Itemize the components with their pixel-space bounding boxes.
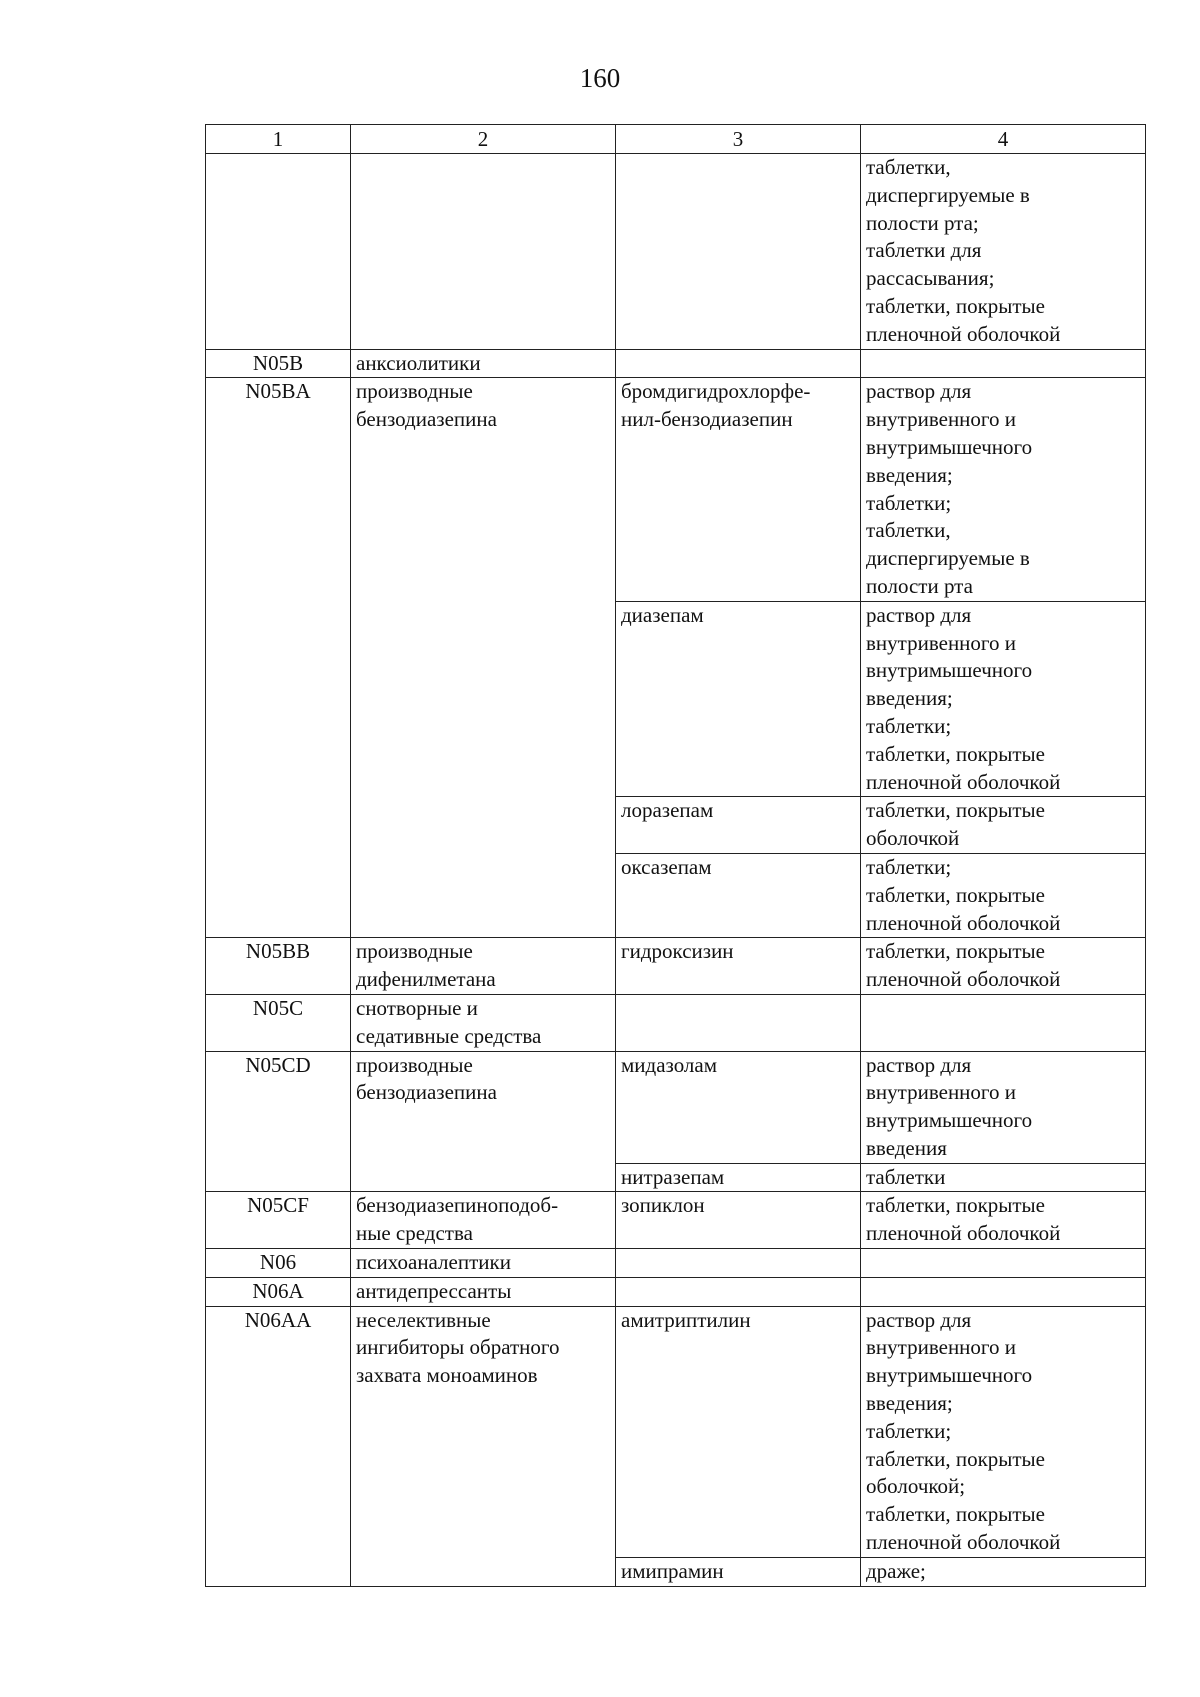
drug-name-line: имипрамин: [621, 1558, 724, 1583]
header-cell: 2: [351, 125, 616, 154]
drug-name-line: мидазолам: [621, 1052, 718, 1077]
dosage-form-line: таблетки;: [866, 854, 952, 879]
dosage-form-line: таблетки,: [866, 155, 951, 179]
dosage-form-line: оболочкой;: [866, 1474, 966, 1499]
dosage-form-line: внутримышечного: [866, 1108, 1033, 1133]
group-name-line: бензодиазепина: [356, 407, 497, 432]
dosage-form-cell: [861, 1277, 1146, 1306]
group-name-line: производные: [356, 379, 473, 404]
drug-name-cell: [616, 1051, 861, 1163]
group-name-line: неселективные: [356, 1307, 491, 1332]
dosage-form-line: раствор для: [866, 1307, 972, 1332]
dosage-form-cell: [861, 1249, 1146, 1278]
drug-name-cell: [616, 1557, 861, 1586]
dosage-form-line: таблетки;: [866, 713, 952, 738]
table-row: [206, 154, 1146, 350]
drug-name-cell: [616, 994, 861, 1051]
drug-name-cell: [616, 378, 861, 601]
group-name-cell: [351, 378, 616, 938]
page-number: 160: [579, 63, 621, 93]
dosage-form-line: диспергируемые в: [866, 182, 1030, 207]
atc-code-cell: [206, 154, 351, 350]
group-name-cell: [351, 994, 616, 1051]
group-name-cell: [351, 1192, 616, 1249]
dosage-form-cell: [861, 1306, 1146, 1557]
dosage-form-line: внутримышечного: [866, 658, 1033, 683]
dosage-form-cell: [861, 349, 1146, 378]
dosage-form-line: пленочной оболочкой: [866, 769, 1061, 794]
header-cell: 3: [616, 125, 861, 154]
group-name-line: снотворные и: [356, 995, 478, 1020]
group-name-cell: [351, 154, 616, 350]
drug-name-line: гидроксизин: [621, 939, 734, 964]
dosage-form-cell: [861, 994, 1146, 1051]
dosage-form-cell: [861, 797, 1146, 854]
dosage-form-line: таблетки, покрытые: [866, 939, 1045, 964]
dosage-form-line: рассасывания;: [866, 266, 995, 291]
dosage-form-line: пленочной оболочкой: [866, 1221, 1061, 1246]
atc-code-cell: N06: [206, 1249, 351, 1278]
atc-code-cell: N05BA: [206, 378, 351, 938]
dosage-form-line: полости рта;: [866, 210, 979, 235]
dosage-form-line: внутримышечного: [866, 434, 1033, 459]
dosage-form-line: введения;: [866, 1391, 953, 1416]
group-name-cell: [351, 349, 616, 378]
drug-name-line: зопиклон: [621, 1193, 705, 1218]
dosage-form-cell: [861, 938, 1146, 995]
table-row: [206, 994, 1146, 1051]
header-cell: 1: [206, 125, 351, 154]
drug-name-line: оксазепам: [621, 854, 712, 879]
drug-name-line: лоразепам: [621, 798, 714, 823]
dosage-form-line: таблетки: [866, 1164, 946, 1189]
group-name-line: дифенилметана: [356, 967, 496, 992]
group-name-cell: [351, 1249, 616, 1278]
dosage-form-line: пленочной оболочкой: [866, 967, 1061, 992]
drug-name-line: нитразепам: [621, 1164, 725, 1189]
drug-name-cell: [616, 797, 861, 854]
dosage-form-line: таблетки;: [866, 1418, 952, 1443]
dosage-form-line: введения: [866, 1135, 947, 1160]
group-name-line: бензодиазепина: [356, 1080, 497, 1105]
table-row: [206, 1249, 1146, 1278]
drug-name-cell: [616, 1163, 861, 1192]
group-name-cell: [351, 1277, 616, 1306]
dosage-form-line: раствор для: [866, 1052, 972, 1077]
dosage-form-line: таблетки, покрытые: [866, 798, 1045, 823]
group-name-line: ингибиторы обратного: [356, 1335, 560, 1360]
drug-name-line: нил-бензодиазепин: [621, 407, 793, 432]
table-row: [206, 1051, 1146, 1163]
group-name-line: бензодиазепиноподоб-: [356, 1193, 559, 1218]
group-name-line: производные: [356, 939, 473, 964]
dosage-form-line: диспергируемые в: [866, 546, 1030, 571]
dosage-form-line: внутривенного и: [866, 630, 1016, 655]
header-cell: 4: [861, 125, 1146, 154]
atc-code-cell: N05BB: [206, 938, 351, 995]
table-row: [206, 1277, 1146, 1306]
drug-name-cell: [616, 853, 861, 937]
dosage-form-line: раствор для: [866, 379, 972, 404]
dosage-form-line: таблетки, покрытые: [866, 1502, 1045, 1527]
drug-name-cell: [616, 1249, 861, 1278]
dosage-form-line: таблетки, покрытые: [866, 1446, 1045, 1471]
dosage-form-line: таблетки, покрытые: [866, 741, 1045, 766]
dosage-form-cell: [861, 1192, 1146, 1249]
group-name-line: седативные средства: [356, 1023, 542, 1048]
group-name-cell: [351, 1051, 616, 1192]
group-name-cell: [351, 938, 616, 995]
drug-name-cell: [616, 601, 861, 797]
drug-table: [205, 124, 1146, 1587]
group-name-line: захвата моноаминов: [356, 1363, 538, 1388]
dosage-form-line: оболочкой: [866, 826, 960, 851]
dosage-form-cell: [861, 1051, 1146, 1163]
drug-name-line: диазепам: [621, 602, 704, 627]
dosage-form-line: драже;: [866, 1558, 926, 1583]
dosage-form-line: таблетки, покрытые: [866, 293, 1045, 318]
table-row: [206, 1306, 1146, 1557]
table-row: [206, 349, 1146, 378]
atc-code-cell: N06AA: [206, 1306, 351, 1586]
dosage-form-line: таблетки для: [866, 238, 982, 263]
drug-name-line: амитриптилин: [621, 1307, 751, 1332]
dosage-form-cell: [861, 601, 1146, 797]
atc-code-cell: N05CF: [206, 1192, 351, 1249]
table-row: [206, 1192, 1146, 1249]
drug-name-cell: [616, 154, 861, 350]
dosage-form-line: пленочной оболочкой: [866, 910, 1061, 935]
dosage-form-line: внутримышечного: [866, 1363, 1033, 1388]
dosage-form-cell: [861, 1163, 1146, 1192]
drug-name-cell: [616, 349, 861, 378]
dosage-form-line: внутривенного и: [866, 1335, 1016, 1360]
drug-name-cell: [616, 1306, 861, 1557]
dosage-form-line: таблетки,: [866, 518, 951, 543]
dosage-form-line: введения;: [866, 686, 953, 711]
group-name-line: анксиолитики: [356, 350, 481, 375]
group-name-line: производные: [356, 1052, 473, 1077]
drug-name-cell: [616, 938, 861, 995]
group-name-line: психоаналептики: [356, 1250, 511, 1275]
atc-code-cell: N05C: [206, 994, 351, 1051]
dosage-form-line: полости рта: [866, 573, 973, 598]
dosage-form-line: внутривенного и: [866, 407, 1016, 432]
atc-code-cell: N06A: [206, 1277, 351, 1306]
dosage-form-cell: [861, 378, 1146, 601]
dosage-form-line: пленочной оболочкой: [866, 1530, 1061, 1555]
group-name-line: ные средства: [356, 1221, 473, 1246]
drug-name-line: бромдигидрохлорфе-: [621, 379, 811, 404]
dosage-form-line: внутривенного и: [866, 1080, 1016, 1105]
drug-name-cell: [616, 1277, 861, 1306]
dosage-form-line: введения;: [866, 462, 953, 487]
dosage-form-line: таблетки;: [866, 490, 952, 515]
drug-name-cell: [616, 1192, 861, 1249]
dosage-form-line: пленочной оболочкой: [866, 321, 1061, 346]
table-header-row: [206, 125, 1146, 154]
dosage-form-line: таблетки, покрытые: [866, 882, 1045, 907]
dosage-form-line: таблетки, покрытые: [866, 1193, 1045, 1218]
dosage-form-cell: [861, 1557, 1146, 1586]
table-row: [206, 378, 1146, 601]
atc-code-cell: N05CD: [206, 1051, 351, 1192]
dosage-form-line: раствор для: [866, 602, 972, 627]
dosage-form-cell: [861, 154, 1146, 350]
group-name-cell: [351, 1306, 616, 1586]
group-name-line: антидепрессанты: [356, 1278, 512, 1303]
dosage-form-cell: [861, 853, 1146, 937]
table-row: [206, 938, 1146, 995]
atc-code-cell: N05B: [206, 349, 351, 378]
